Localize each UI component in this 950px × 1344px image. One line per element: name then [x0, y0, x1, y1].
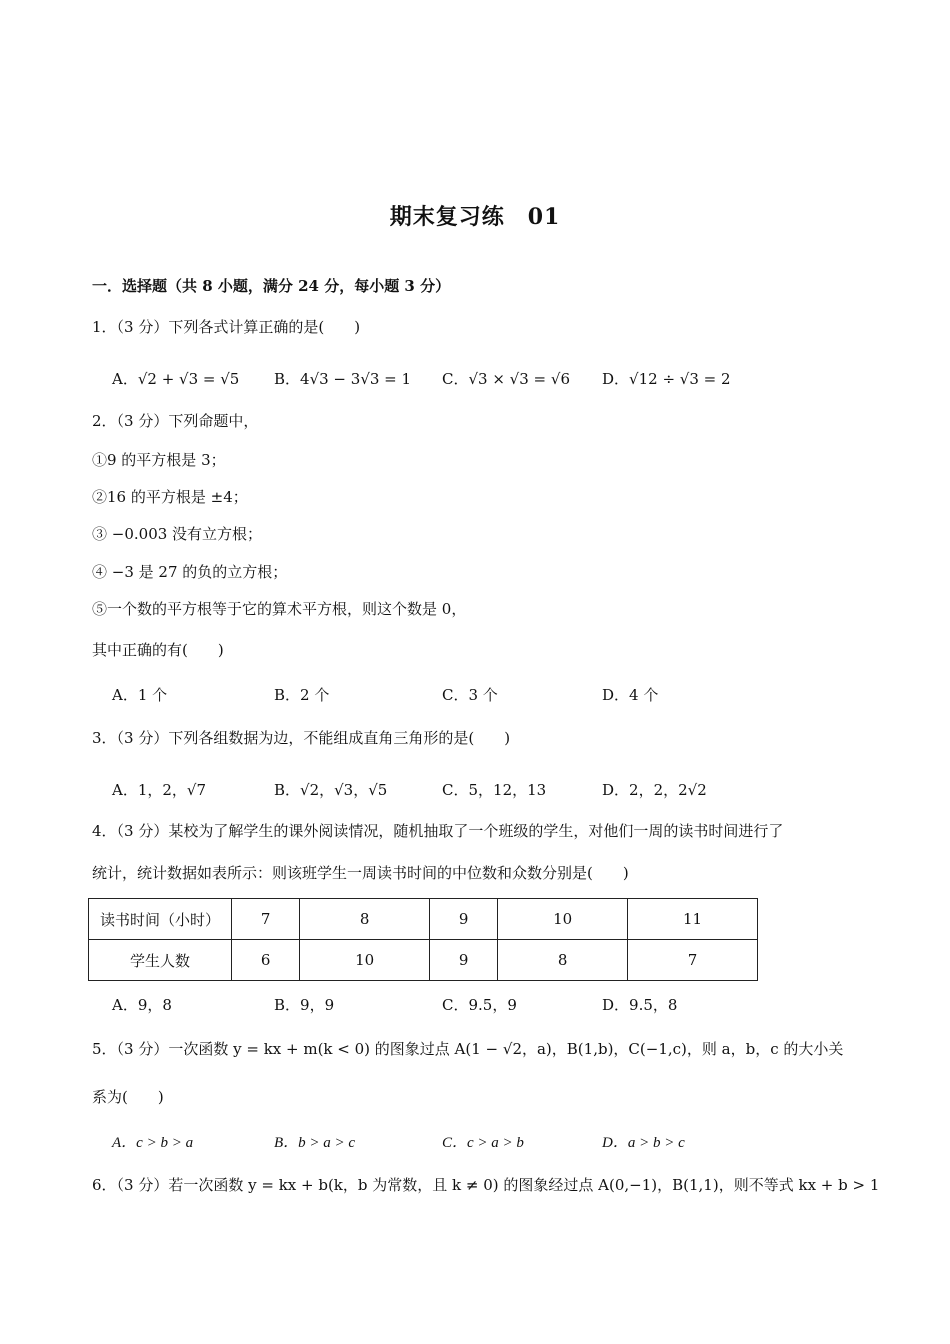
- q3-option-a: A．1，2，√7: [112, 781, 207, 799]
- q1-option-c: C．√3 × √3 = √6: [442, 370, 570, 388]
- q2-options: [112, 684, 872, 710]
- q5-stem-line2: 系为( ): [92, 1088, 164, 1106]
- reading-time-table: [88, 898, 758, 981]
- table-cell: 7: [628, 940, 758, 981]
- q1-option-a: A．√2 + √3 = √5: [112, 370, 240, 388]
- table-cell: 读书时间（小时）: [89, 899, 232, 940]
- q1-option-d: D．√12 ÷ √3 = 2: [602, 370, 731, 388]
- q2-stem: 2．（3 分）下列命题中，: [92, 412, 259, 430]
- q5-options: [112, 1131, 872, 1157]
- q2-option-c: C．3 个: [442, 686, 498, 704]
- q5-stem-line1: 5．（3 分）一次函数 y = kx + m(k < 0) 的图象过点 A(1 − √2，a)，B(1,b)，C(−1,c)，则 a，b，c 的大小关: [92, 1040, 844, 1058]
- table-cell: 9: [430, 940, 498, 981]
- table-cell: 学生人数: [89, 940, 232, 981]
- q2-option-a: A．1 个: [112, 686, 168, 704]
- q4-option-c: C．9.5，9: [442, 996, 517, 1014]
- q5-option-a: A．c > b > a: [112, 1135, 194, 1151]
- q2-item-3: ③ −0.003 没有立方根；: [92, 525, 263, 543]
- table-cell: 8: [300, 899, 430, 940]
- q3-option-c: C．5，12，13: [442, 781, 547, 799]
- table-cell: 10: [498, 899, 628, 940]
- table-row: [89, 940, 758, 981]
- q2-option-b: B．2 个: [274, 686, 330, 704]
- q2-option-d: D．4 个: [602, 686, 659, 704]
- q5-option-c: C．c > a > b: [442, 1135, 524, 1151]
- q3-stem: 3．（3 分）下列各组数据为边，不能组成直角三角形的是( ): [92, 729, 511, 747]
- q1-option-b: B．4√3 − 3√3 = 1: [274, 370, 412, 388]
- q4-stem-line2: 统计，统计数据如表所示：则该班学生一周读书时间的中位数和众数分别是( ): [92, 864, 629, 882]
- q2-item-4: ④ −3 是 27 的负的立方根；: [92, 563, 288, 581]
- q6-stem-line1: 6．（3 分）若一次函数 y = kx + b(k，b 为常数，且 k ≠ 0) 的图象经过点 A(0,−1)，B(1,1)，则不等式 kx + b > 1: [92, 1176, 880, 1194]
- q2-tail: 其中正确的有( ): [92, 641, 224, 659]
- q5-option-b: B．b > a > c: [274, 1135, 356, 1151]
- q4-option-a: A．9，8: [112, 996, 172, 1014]
- q1-stem: 1．（3 分）下列各式计算正确的是( ): [92, 318, 361, 336]
- q4-options: [112, 994, 872, 1020]
- table-cell: 10: [300, 940, 430, 981]
- table-cell: 8: [498, 940, 628, 981]
- q4-option-b: B．9，9: [274, 996, 335, 1014]
- section-heading: 一．选择题（共 8 小题，满分 24 分，每小题 3 分）: [92, 277, 451, 295]
- table-row: [89, 899, 758, 940]
- table-cell: 6: [232, 940, 300, 981]
- q1-options: [112, 368, 872, 394]
- q4-stem-line1: 4．（3 分）某校为了解学生的课外阅读情况，随机抽取了一个班级的学生，对他们一周的读书时间进行了: [92, 822, 784, 840]
- table-cell: 9: [430, 899, 498, 940]
- q4-option-d: D．9.5，8: [602, 996, 678, 1014]
- q2-item-5: ⑤一个数的平方根等于它的算术平方根，则这个数是 0，: [92, 600, 467, 618]
- q5-option-d: D．a > b > c: [602, 1135, 685, 1151]
- q3-option-b: B．√2，√3，√5: [274, 781, 388, 799]
- table-cell: 7: [232, 899, 300, 940]
- q3-options: [112, 779, 872, 805]
- q3-option-d: D．2，2，2√2: [602, 781, 707, 799]
- q2-item-1: ①9 的平方根是 3；: [92, 451, 226, 469]
- page-title: 期末复习练 01: [389, 204, 561, 230]
- table-cell: 11: [628, 899, 758, 940]
- q2-item-2: ②16 的平方根是 ±4；: [92, 488, 248, 506]
